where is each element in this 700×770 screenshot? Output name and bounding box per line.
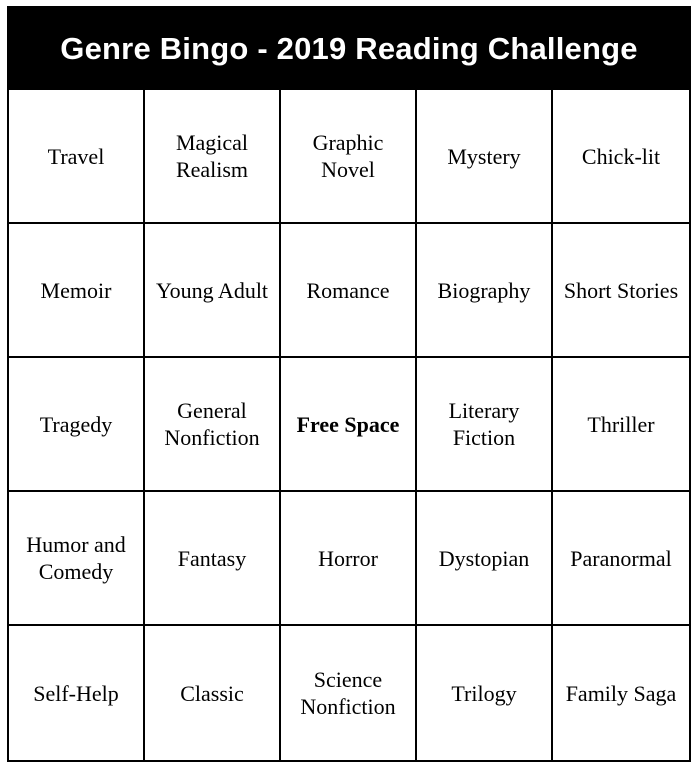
bingo-cell-thriller	[553, 358, 689, 492]
bingo-cell-horror	[281, 492, 417, 626]
bingo-cell-science-nonfiction	[281, 626, 417, 760]
cell-label: Travel	[47, 143, 105, 169]
bingo-cell-graphic-novel	[281, 90, 417, 224]
bingo-cell-self-help	[9, 626, 145, 760]
cell-label: Mystery	[447, 143, 521, 169]
bingo-cell-family-saga	[553, 626, 689, 760]
bingo-cell-short-stories	[553, 224, 689, 358]
cell-label: Humor and Comedy	[26, 532, 126, 584]
cell-label: Thriller	[587, 411, 655, 437]
cell-label: Young Adult	[155, 277, 269, 303]
bingo-cell-romance	[281, 224, 417, 358]
bingo-cell-classic	[145, 626, 281, 760]
cell-label: Dystopian	[438, 545, 530, 571]
cell-label: Tragedy	[39, 411, 113, 437]
cell-label: Paranormal	[570, 545, 672, 571]
cell-label: Chick-lit	[581, 143, 661, 169]
bingo-cell-magical-realism	[145, 90, 281, 224]
bingo-cell-literary-fiction	[417, 358, 553, 492]
bingo-grid	[9, 90, 689, 760]
cell-label: Science Nonfiction	[300, 667, 396, 719]
cell-label: Horror	[318, 545, 378, 571]
cell-label: Magical Realism	[175, 130, 249, 182]
bingo-cell-dystopian	[417, 492, 553, 626]
bingo-cell-fantasy	[145, 492, 281, 626]
bingo-cell-biography	[417, 224, 553, 358]
cell-label: Short Stories	[563, 277, 679, 303]
bingo-cell-free-space	[281, 358, 417, 492]
bingo-cell-young-adult	[145, 224, 281, 358]
cell-label: Free Space	[296, 411, 400, 437]
bingo-cell-chick-lit	[553, 90, 689, 224]
cell-label: Self-Help	[33, 680, 119, 706]
bingo-cell-memoir	[9, 224, 145, 358]
cell-label: Classic	[180, 680, 244, 706]
bingo-cell-humor-and-comedy	[9, 492, 145, 626]
cell-label: Memoir	[40, 277, 112, 303]
bingo-cell-tragedy	[9, 358, 145, 492]
cell-label: General Nonfiction	[164, 398, 260, 450]
cell-label: Fantasy	[177, 545, 247, 571]
cell-label: Literary Fiction	[448, 398, 520, 450]
bingo-cell-general-nonfiction	[145, 358, 281, 492]
bingo-cell-paranormal	[553, 492, 689, 626]
cell-label: Romance	[306, 277, 390, 303]
cell-label: Trilogy	[451, 680, 517, 706]
cell-label: Biography	[437, 277, 531, 303]
bingo-cell-mystery	[417, 90, 553, 224]
bingo-cell-trilogy	[417, 626, 553, 760]
page-title: Genre Bingo - 2019 Reading Challenge	[9, 8, 689, 90]
cell-label: Family Saga	[565, 680, 677, 706]
cell-label: Graphic Novel	[312, 130, 384, 182]
bingo-cell-travel	[9, 90, 145, 224]
bingo-card	[7, 6, 691, 762]
